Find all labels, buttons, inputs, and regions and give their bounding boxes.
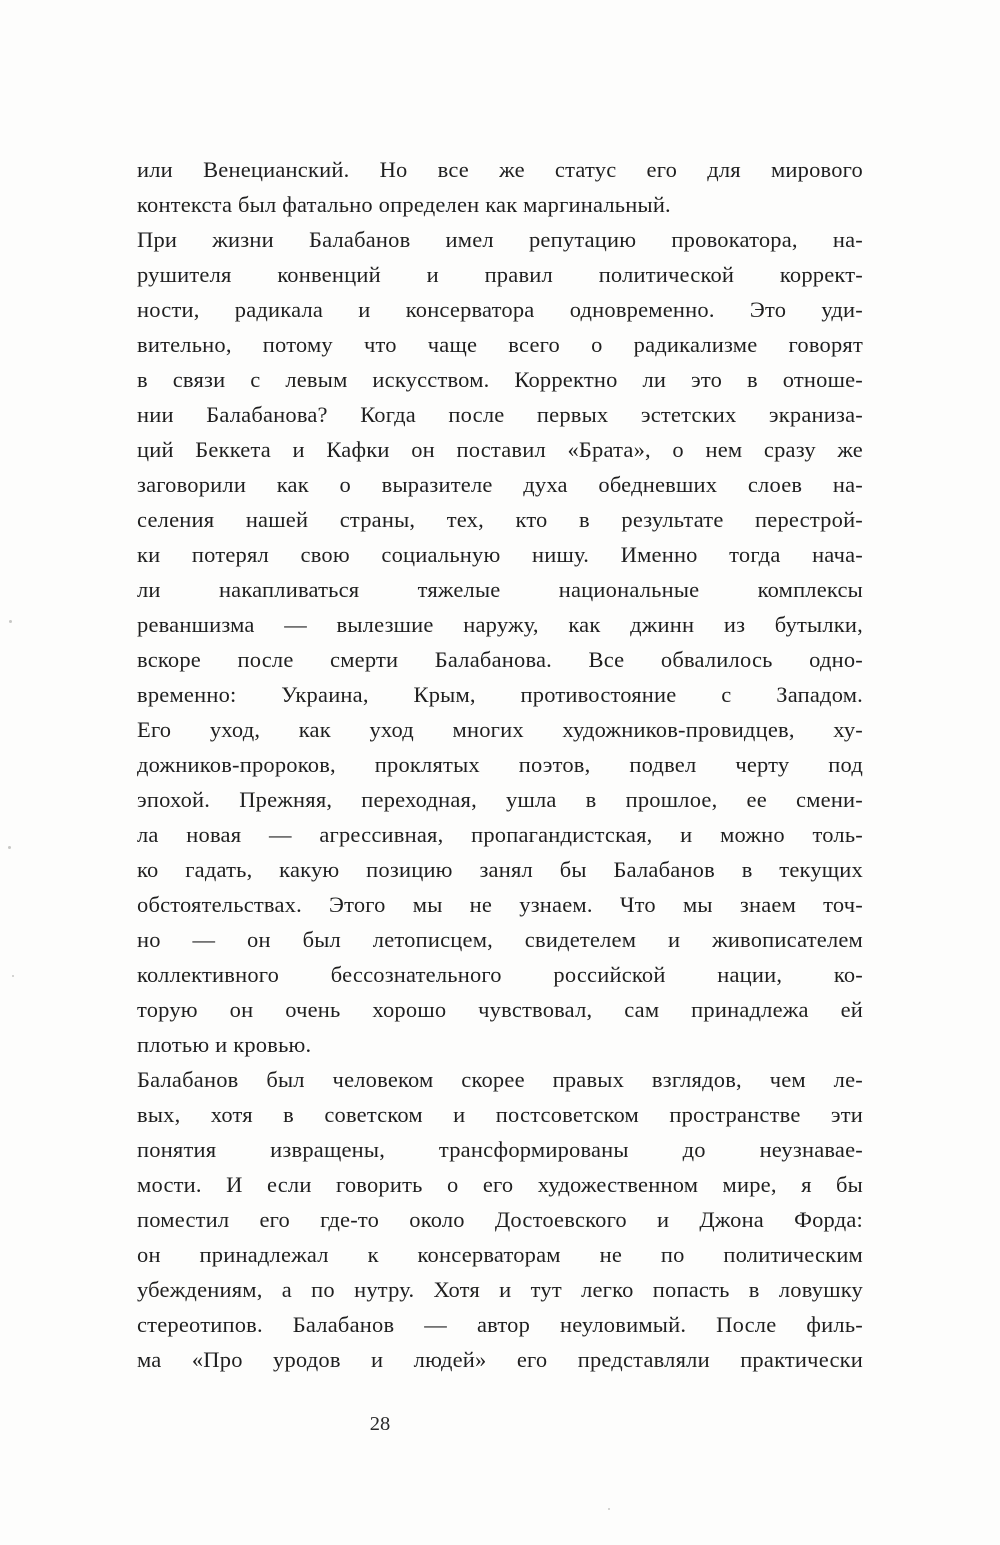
text-line: селения нашей страны, тех, кто в результате перестрой- xyxy=(137,507,863,532)
scan-speck xyxy=(12,975,14,977)
text-line: При жизни Балабанов имел репутацию провокатора, на- xyxy=(137,227,863,252)
text-line: ла новая — агрессивная, пропагандистская, и можно толь- xyxy=(137,822,863,847)
text-line: или Венецианский. Но все же статус его для мирового xyxy=(137,157,863,182)
text-line: Балабанов был человеком скорее правых взглядов, чем ле- xyxy=(137,1067,863,1092)
scan-speck xyxy=(8,846,11,849)
text-line: но — он был летописцем, свидетелем и живописателем xyxy=(137,927,863,952)
paragraph xyxy=(137,222,863,1062)
text-line: стереотипов. Балабанов — автор неуловимый. После филь- xyxy=(137,1312,863,1337)
text-line: ки потерял свою социальную нишу. Именно тогда нача- xyxy=(137,542,863,567)
text-line: мости. И если говорить о его художественном мире, я бы xyxy=(137,1172,863,1197)
text-line: контекста был фатально определен как маргинальный. xyxy=(137,192,671,217)
text-line: коллективного бессознательного российской нации, ко- xyxy=(137,962,863,987)
text-line: поместил его где-то около Достоевского и Джона Форда: xyxy=(137,1207,863,1232)
text-line: ли накапливаться тяжелые национальные комплексы xyxy=(137,577,863,602)
text-line: дожников-пророков, проклятых поэтов, подвел черту под xyxy=(137,752,863,777)
text-line: временно: Украина, Крым, противостояние с Западом. xyxy=(137,682,863,707)
text-line: рушителя конвенций и правил политической коррект- xyxy=(137,262,863,287)
text-line: ности, радикала и консерватора одновременно. Это уди- xyxy=(137,297,863,322)
text-line: вскоре после смерти Балабанова. Все обвалилось одно- xyxy=(137,647,863,672)
text-line: торую он очень хорошо чувствовал, сам принадлежа ей xyxy=(137,997,863,1022)
text-block xyxy=(137,152,863,1377)
scan-speck xyxy=(608,1508,610,1510)
paragraph xyxy=(137,1062,863,1377)
text-line: в связи с левым искусством. Корректно ли это в отноше- xyxy=(137,367,863,392)
text-line: убеждениям, а по нутру. Хотя и тут легко попасть в ловушку xyxy=(137,1277,863,1302)
text-line: ма «Про уродов и людей» его представляли практически xyxy=(137,1347,863,1372)
text-line: Его уход, как уход многих художников-провидцев, ху- xyxy=(137,717,863,742)
text-line: заговорили как о выразителе духа обедневших слоев на- xyxy=(137,472,863,497)
paragraph xyxy=(137,152,863,222)
text-line: вительно, потому что чаще всего о радикализме говорят xyxy=(137,332,863,357)
text-line: реваншизма — вылезшие наружу, как джинн из бутылки, xyxy=(137,612,863,637)
page-number: 28 xyxy=(369,1413,391,1435)
text-line: вых, хотя в советском и постсоветском пространстве эти xyxy=(137,1102,863,1127)
text-line: нии Балабанова? Когда после первых эстетских экраниза- xyxy=(137,402,863,427)
text-line: он принадлежал к консерваторам не по политическим xyxy=(137,1242,863,1267)
text-line: понятия извращены, трансформированы до неузнавае- xyxy=(137,1137,863,1162)
text-line: обстоятельствах. Этого мы не узнаем. Что мы знаем точ- xyxy=(137,892,863,917)
text-line: эпохой. Прежняя, переходная, ушла в прошлое, ее смени- xyxy=(137,787,863,812)
scan-speck xyxy=(9,620,12,623)
text-line: плотью и кровью. xyxy=(137,1032,312,1057)
text-line: ко гадать, какую позицию занял бы Балабанов в текущих xyxy=(137,857,863,882)
text-line: ций Беккета и Кафки он поставил «Брата», о нем сразу же xyxy=(137,437,863,462)
